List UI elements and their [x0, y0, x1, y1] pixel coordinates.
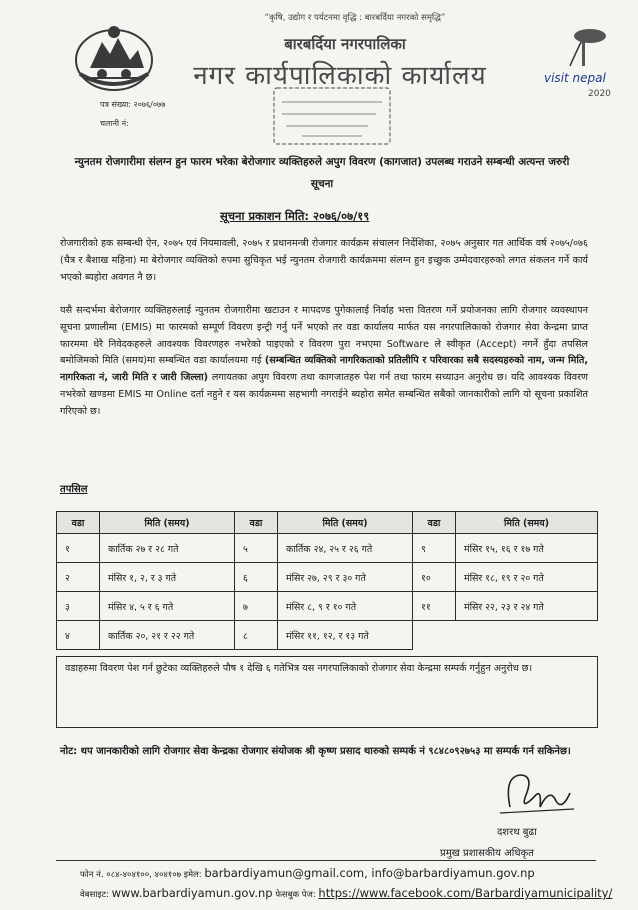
website-link[interactable]: www.barbardiyamun.gov.np [111, 886, 273, 900]
ward-number: ७ [235, 592, 278, 621]
ward-date: मंसिर १८, १९ र २० गते [456, 563, 598, 592]
ward-date: मंसिर ११, १२, र १३ गते [278, 621, 413, 650]
email-link[interactable]: barbardiyamun@gmail.com, info@barbardiyamun.gov.np [204, 866, 535, 880]
footer-divider [56, 860, 596, 861]
visit-nepal-year: 2020 [588, 89, 611, 99]
header-date: मिति (समय) [456, 512, 598, 534]
ward-date: कार्तिक २७ र २८ गते [100, 534, 235, 563]
ward-number: ४ [57, 621, 100, 650]
paragraph-instructions [60, 303, 588, 421]
paragraph-instructions-text-end: लगायतका अपुग विवरण तथा कागजातहरु पेश गर्न तथा फारम सच्याउन अनुरोध छ। यदि आवश्यक विवरण नभरेको खण्डमा EMIS मा Online दर्ता नहुने र यस कार्यक्रममा सहभागी नगराईने ब्यहोरा समेत सम्बन्धित सबैको जानकारीको लागि यो सूचना प्रकाशित गरिएको छ। [60, 372, 588, 417]
contact-note: नोट: थप जानकारीको लागि रोजगार सेवा केन्द्रका रोजगार संयोजक श्री कृष्ण प्रसाद थारुको सम्पर्क नं ९८४८०९२७५३ मा सम्पर्क गर्न सकिनेछ। [60, 746, 571, 757]
reference-number: पत्र संख्या: २०७६/०७७ [100, 100, 166, 109]
footer-web [80, 886, 612, 900]
office-name: नगर कार्यपालिकाको कार्यालय [193, 61, 487, 91]
required-documents: (सम्बन्धित व्यक्तिको नागरिकताको प्रतिलीपि र परिवारका सबै सदस्यहरुको नाम, जन्म मिति, नागरिकता नं, जारी मिति र जारी जिल्ला) [60, 355, 588, 384]
header-ward: वडा [57, 512, 100, 534]
ward-date: मंसिर १, २, र ३ गते [100, 563, 235, 592]
dispatch-number: चलानी नं: [100, 119, 129, 128]
facebook-label: फेसबुक पेज: [275, 890, 316, 900]
ward-date: मंसिर ८, ९ र १० गते [278, 592, 413, 621]
facebook-link[interactable]: https://www.facebook.com/Barbardiyamunicipality/ [318, 886, 613, 900]
ward-date: मंसिर २२, २३ र २४ गते [456, 592, 598, 621]
header-date: मिति (समय) [278, 512, 413, 534]
ward-date: मंसिर २७, २९ र ३० गते [278, 563, 413, 592]
ward-date: मंसिर १५, १६ र १७ गते [456, 534, 598, 563]
ward-schedule-table [56, 511, 598, 650]
table-row [57, 534, 598, 563]
ward-number: १ [57, 534, 100, 563]
ward-number: ६ [235, 563, 278, 592]
ward-number: २ [57, 563, 100, 592]
ward-date: मंसिर ४, ५ र ६ गते [100, 592, 235, 621]
visit-nepal-logo [540, 26, 630, 102]
paragraph-intro: रोजगारीको हक सम्बन्धी ऐन, २०७५ एवं नियमावली, २०७५ र प्रधानमन्त्री रोजगार कार्यक्रम संचालन निर्देशिका, २०७५ अनुसार गत आर्थिक वर्ष २०७५/०७६ (चैत्र र बैशाख महिना) मा बेरोजगार व्यक्तिको रुपमा सुचिकृत भई न्युनतम रोजगारी कार्यक्रममा संलग्न हुन इच्छुक उम्मेदवारहरुको लगत संकलन गर्ने कार्य भएको ब्यहोरा अवगत नै छ। [60, 238, 588, 283]
empty-cell [413, 621, 598, 650]
ward-date: कार्तिक २०, २१ र २२ गते [100, 621, 235, 650]
header-ward: वडा [235, 512, 278, 534]
table-row [57, 621, 598, 650]
ward-date: कार्तिक २४, २५ र २६ गते [278, 534, 413, 563]
phone-label: फोन नं. ०८४-४०४१००, ४०४१०७ इमेल: [80, 870, 202, 880]
website-label: वेबसाइट: [80, 890, 109, 900]
visit-nepal-text: visit nepal [544, 71, 606, 85]
ward-number: ११ [413, 592, 456, 621]
footer-contact [80, 866, 535, 880]
schedule-footnote: वडाहरुमा विवरण पेश गर्न छुटेका व्यक्तिहरुले पौष १ देखि ६ गतेभित्र यस नगरपालिकाको रोजगार सेवा केन्द्रमा सम्पर्क गर्नुहुन अनुरोध छ। [56, 656, 598, 728]
paragraph-instructions-text: यसै सन्दर्भमा बेरोजगार व्यक्तिहरुलाई न्युनतम रोजगारीमा खटाउन र मापदण्ड पुगेकालाई निर्वाह भत्ता वितरण गर्ने प्रयोजनका लागि रोजगार व्यवस्थापन सूचना प्रणालीमा (EMIS) मा फारमको सम्पूर्ण विवरण इन्ट्री गर्नु पर्ने भएको तर वडा कार्यालय मार्फत यस नगरपालिकाको रोजगार सेवा केन्द्रमा प्राप्त फारममा धेरै निवेदकहरुले आवश्यक विवरणहरु नभरेको पाइएको र विवरण पुरा नभएमा Software ले स्वीकृत (Accept) नगर्ने हुँदा तपसिल बमोजिमको मिति (समय)मा सम्बन्धित वडा कार्यालयमा गई [60, 305, 588, 367]
signature-mark [490, 767, 580, 821]
header-date: मिति (समय) [100, 512, 235, 534]
ward-number: ३ [57, 592, 100, 621]
municipality-name: बारबर्दिया नगरपालिका [284, 35, 406, 53]
signatory-designation: प्रमुख प्रशासकीय अधिकृत [440, 848, 534, 859]
slogan: “कृषि, उद्योग र पर्यटनमा वृद्धि : बारबर्दिया नगरको समृद्धि” [264, 13, 446, 23]
ward-number: ९ [413, 534, 456, 563]
ward-number: १० [413, 563, 456, 592]
table-row [57, 592, 598, 621]
table-header-row [57, 512, 598, 534]
signatory-name: दशरथ बुढा [497, 827, 537, 838]
notice-subject: न्युनतम रोजगारीमा संलग्न हुन फारम भरेका बेरोजगार व्यक्तिहरुले अपुग विवरण (कागजात) उपलब्ध गराउने सम्बन्धी अत्यन्त जरुरी सूचना [74, 156, 570, 190]
nepal-emblem-icon [72, 20, 156, 94]
header-ward: वडा [413, 512, 456, 534]
table-row [57, 563, 598, 592]
ward-number: ८ [235, 621, 278, 650]
ward-number: ५ [235, 534, 278, 563]
office-stamp [272, 86, 392, 146]
publication-date: सूचना प्रकाशन मिति: २०७६/०७/१९ [220, 209, 370, 223]
schedule-heading: तपसिल [60, 484, 88, 495]
